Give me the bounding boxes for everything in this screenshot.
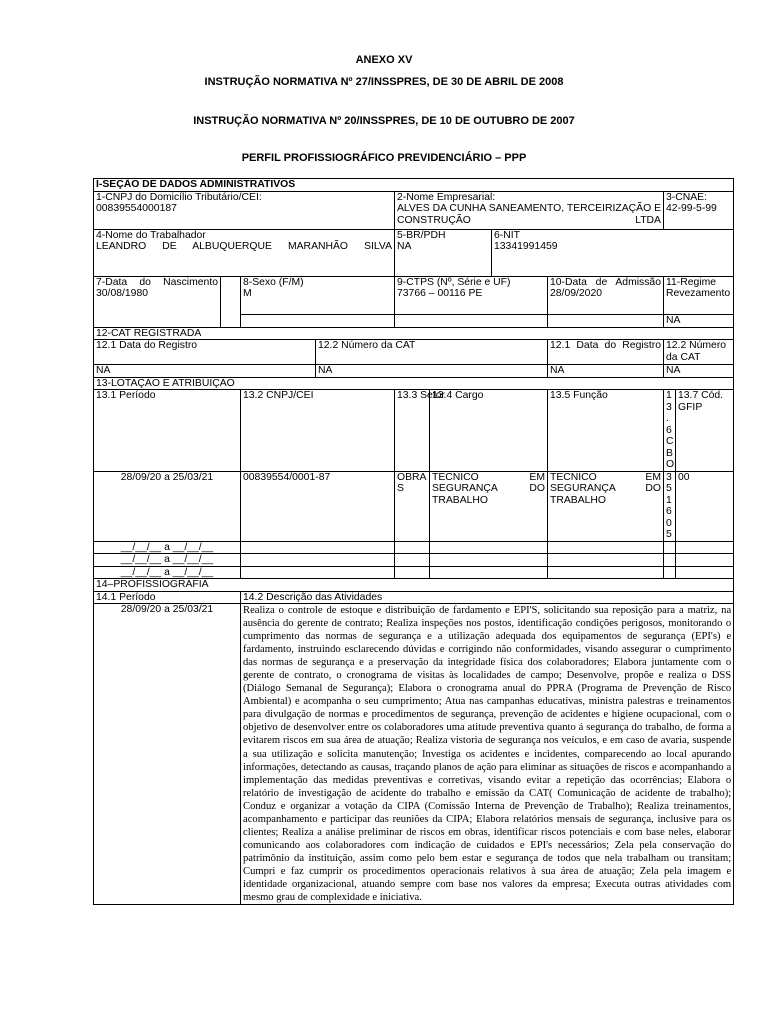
row-gfip: 00 xyxy=(676,471,734,541)
cnpj-value: 00839554000187 xyxy=(96,203,177,214)
cat-number-label-2: 12.2 Número da CAT xyxy=(664,340,734,365)
activity-period-label: 14.1 Período xyxy=(94,591,241,604)
blank-period-1: __/__/__ a __/__/__ xyxy=(94,541,241,554)
cat-values-row xyxy=(94,365,734,378)
worker-name-label: 4-Nome do Trabalhador xyxy=(96,229,206,241)
personal-data-row xyxy=(94,276,734,315)
brpdh-value: NA xyxy=(397,241,412,252)
nit-value: 13341991459 xyxy=(494,241,558,252)
col-funcao: 13.5 Função xyxy=(548,390,664,472)
birth-date-cell xyxy=(94,276,221,327)
blank-cell xyxy=(430,541,548,554)
activity-description-label: 14.2 Descrição das Atividades xyxy=(241,591,734,604)
section-1-header-row xyxy=(94,179,734,192)
blank-cell xyxy=(664,566,676,579)
spacer-cell xyxy=(221,276,241,327)
col-setor: 13.3 Setor xyxy=(397,390,445,401)
blank-cell xyxy=(548,541,664,554)
sex-subcell xyxy=(241,315,395,328)
row-setor: OBRAS xyxy=(395,471,430,541)
blank-cell xyxy=(430,566,548,579)
profissiografia-columns-row xyxy=(94,591,734,604)
blank-cell xyxy=(241,566,395,579)
col-cargo: 13.4 Cargo xyxy=(430,390,548,472)
cat-number-value-2: NA xyxy=(664,365,734,378)
lotacao-columns-row xyxy=(94,390,734,472)
brpdh-label: 5-BR/PDH xyxy=(397,229,446,241)
normative-instruction-2007: INSTRUÇÃO NORMATIVA Nº 20/INSSPRES, DE 10 DE OUTUBRO DE 2007 xyxy=(193,115,575,127)
row-cargo: TECNICO EM SEGURANÇA DO TRABALHO xyxy=(430,471,548,541)
sex-label: 8-Sexo (F/M) xyxy=(243,276,304,288)
blank-cell xyxy=(241,541,395,554)
blank-cell xyxy=(676,554,734,567)
shift-regime-cell xyxy=(664,276,734,315)
row-period: 28/09/20 a 25/03/21 xyxy=(94,471,241,541)
worker-name-cell xyxy=(94,229,395,276)
admission-date-cell xyxy=(548,276,664,315)
cnpj-cell xyxy=(94,191,395,229)
company-name-value: ALVES DA CUNHA SANEAMENTO, TERCEIRIZAÇÃO E CONSTRUÇÃO LTDA xyxy=(397,203,661,226)
blank-cell xyxy=(241,554,395,567)
lotacao-data-row xyxy=(94,471,734,541)
shift-regime-label: 11-Regime Revezamento xyxy=(666,276,731,299)
normative-instruction-2008: INSTRUÇÃO NORMATIVA Nº 27/INSSPRES, DE 30 DE ABRIL DE 2008 xyxy=(204,76,564,88)
blank-cell xyxy=(676,566,734,579)
lotacao-title: 13-LOTAÇÃO E ATRIBUIÇÃO xyxy=(94,377,734,390)
row-cnpj: 00839554/0001-87 xyxy=(241,471,395,541)
blank-cell xyxy=(395,566,430,579)
lotacao-blank-row xyxy=(94,566,734,579)
blank-cell xyxy=(395,541,430,554)
blank-cell xyxy=(664,554,676,567)
lotacao-header-row xyxy=(94,377,734,390)
profissiografia-header-row xyxy=(94,579,734,592)
ctps-value: 73766 – 00116 PE xyxy=(397,288,483,299)
annex-title: ANEXO XV xyxy=(355,54,413,66)
blank-cell xyxy=(548,566,664,579)
activity-description-value: Realiza o controle de estoque e distribuição de fardamento e EPI'S, solicitando sua reposição para a matriz, na ausência do gerente de contrato; Realiza inspeções nos postos, identificação condições perigosos, monitorando o cumprimento das normas de segurança e a utilização adequada dos equipamentos de segurança (EPI's) e fardamento, instruindo esclarecendo dúvidas e corrigindo não conformidades, visando assegurar o cumprimento das normas de segurança e a preservação da integridade física dos colaboradores; Elabora juntamente com o gerente de contrato, o cronograma de visitas às localidades de campo; Desenvolve, propõe e realiza o DSS (Diálogo Semanal de Segurança); Elabora o cronograma anual do PPRA (Programa de Prevenção de Risco Ambiental) e acompanha o seu cumprimento; Atua nas campanhas educativas, ministra palestras e treinamentos para divulgação de normas e procedimentos de segurança, prevenção de acidentes e higiene ocupacional, com o objetivo de desenvolver entre os colaboradores uma atitude preventiva quanto á segurança do trabalho, de forma a evitarem riscos em sua área de atuação; Realiza vistoria de segurança nos veículos, e em caso de avaria, suspende a sua utilização e solicita manutenção; Investiga os acidentes e incidentes, comparecendo ao local apurando informações, detectando as causas, traçando planos de ação para eliminar as situações de riscos e acompanhando a implementação das medidas preventivas e corretivas, visando evitar a repetição das ocorrências; Elabora o relatório de investigação de acidente do trabalho e emissão da CAT( Comunicação de acidente de trabalho); Conduz e organizar a votação da CIPA (Comissão Interna de Prevenção de Trabalho); Realiza treinamentos, acompanhamento e participar das reuniões da CIPA; Elabora relatórios mensais de segurança, inclusive para os clientes; Realiza a análise preliminar de riscos em obras, identificar riscos potenciais e com base neles, elaborar comunicando aos colaboradores com indicação de cuidados e EPI's necessários; Zela pela conservação do patrimônio da instituição, assim como pelo bem estar e segurança de todos que nela trabalham ou transitam; Cumpri e faz cumprir os procedimentos operacionais relativos à sua área de atuação; Zela pela imagem e identidade organizacional, atuando sempre com base nos valores da empresa; Executa outras atividades com mesmo grau de complexidade e iniciativa. xyxy=(241,604,734,905)
company-name-label: 2-Nome Empresarial: xyxy=(397,191,496,203)
col-gfip: 13.7 Cód. GFIP xyxy=(676,390,734,472)
brpdh-cell xyxy=(395,229,492,276)
sex-value: M xyxy=(243,288,252,299)
birth-date-value: 30/08/1980 xyxy=(96,288,149,299)
admission-subcell xyxy=(548,315,664,328)
blank-cell xyxy=(430,554,548,567)
blank-period-3: __/__/__ a __/__/__ xyxy=(94,566,241,579)
cat-header-row xyxy=(94,327,734,340)
cat-title: 12-CAT REGISTRADA xyxy=(94,327,734,340)
ctps-label: 9-CTPS (Nº, Série e UF) xyxy=(397,276,511,288)
cat-date-value: NA xyxy=(94,365,316,378)
admission-date-label: 10-Data de Admissão xyxy=(550,276,661,288)
worker-row xyxy=(94,229,734,276)
birth-date-label: 7-Data do Nascimento xyxy=(96,276,218,288)
col-cbo: 13.6 CBO xyxy=(664,390,676,472)
col-cnpj: 13.2 CNPJ/CEI xyxy=(241,390,395,472)
company-row xyxy=(94,191,734,229)
cnae-cell xyxy=(664,191,734,229)
cat-number-label: 12.2 Número da CAT xyxy=(316,340,548,365)
company-name-cell xyxy=(395,191,664,229)
sex-cell xyxy=(241,276,395,315)
worker-name-value: LEANDRO DE ALBUQUERQUE MARANHÃO SILVA xyxy=(96,241,392,252)
blank-cell xyxy=(676,541,734,554)
ppp-form-table xyxy=(93,178,734,905)
cat-date-value-2: NA xyxy=(548,365,664,378)
document-title: PERFIL PROFISSIOGRÁFICO PREVIDENCIÁRIO – PPP xyxy=(241,152,527,164)
col-setor-wrap xyxy=(395,390,445,472)
admission-date-value: 28/09/2020 xyxy=(550,288,603,299)
ctps-cell xyxy=(395,276,548,315)
blank-cell xyxy=(548,554,664,567)
profissiografia-title: 14–PROFISSIOGRAFIA xyxy=(94,579,734,592)
col-period: 13.1 Período xyxy=(94,390,241,472)
cat-labels-row xyxy=(94,340,734,365)
cnae-label: 3-CNAE: xyxy=(666,191,707,203)
cat-date-label: 12.1 Data do Registro xyxy=(94,340,316,365)
nit-label: 6-NIT xyxy=(494,229,520,241)
nit-cell xyxy=(492,229,734,276)
row-funcao: TECNICO EM SEGURANÇA DO TRABALHO xyxy=(548,471,664,541)
shift-regime-value: NA xyxy=(664,315,734,328)
blank-period-2: __/__/__ a __/__/__ xyxy=(94,554,241,567)
cat-number-value: NA xyxy=(316,365,548,378)
row-cbo: 351605 xyxy=(664,471,676,541)
ctps-subcell xyxy=(395,315,548,328)
section-1-title: I-SEÇÃO DE DADOS ADMINISTRATIVOS xyxy=(94,179,734,192)
cnae-value: 42-99-5-99 xyxy=(666,203,717,214)
profissiografia-data-row xyxy=(94,604,734,905)
lotacao-blank-row xyxy=(94,541,734,554)
lotacao-blank-row xyxy=(94,554,734,567)
activity-period-value: 28/09/20 a 25/03/21 xyxy=(94,604,241,905)
blank-cell xyxy=(664,541,676,554)
cat-date-label-2: 12.1 Data do Registro xyxy=(548,340,664,365)
cnpj-label: 1-CNPJ do Domicílio Tributário/CEI: xyxy=(96,191,262,203)
blank-cell xyxy=(395,554,430,567)
